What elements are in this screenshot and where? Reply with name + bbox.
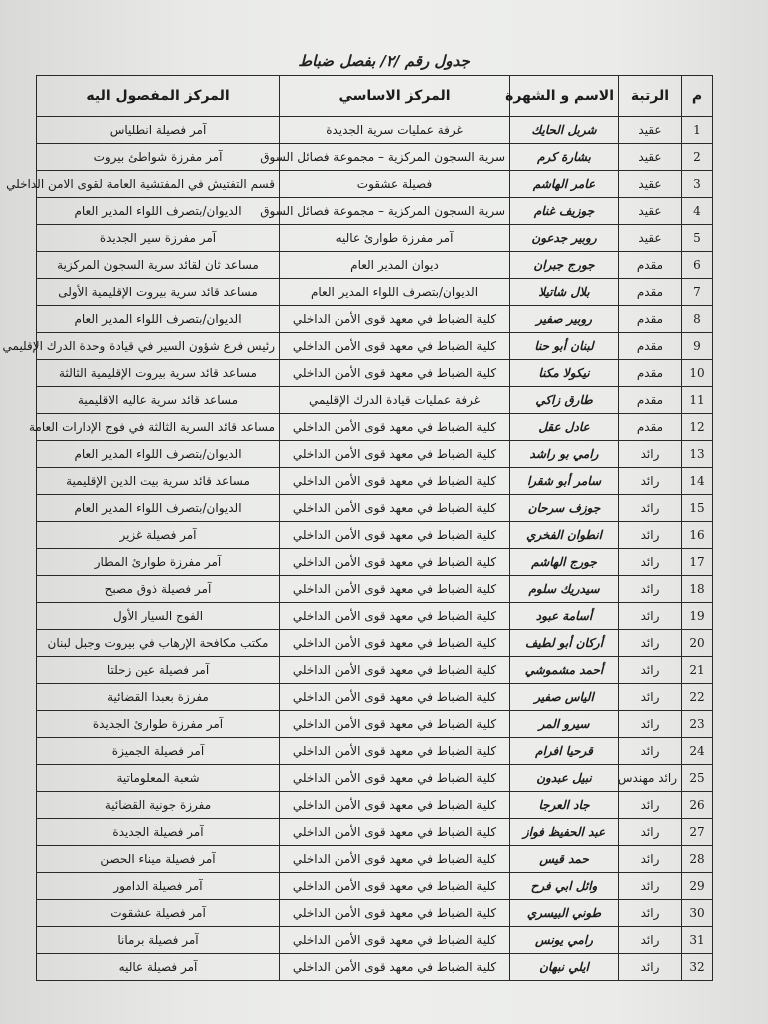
cell-num: 26 <box>682 792 713 819</box>
header-rank: الرتبة <box>619 76 682 117</box>
cell-name: لبنان أبو حنا <box>510 333 619 360</box>
cell-destination: آمر مفرزة طوارئ الجديدة <box>37 711 280 738</box>
table-row <box>37 927 713 954</box>
table-row <box>37 117 713 144</box>
cell-destination: آمر فصيلة عين زحلتا <box>37 657 280 684</box>
cell-name: طارق زاكي <box>510 387 619 414</box>
cell-num: 31 <box>682 927 713 954</box>
cell-rank: رائد <box>619 927 682 954</box>
cell-origin: كلية الضباط في معهد قوى الأمن الداخلي <box>280 306 510 333</box>
cell-rank: رائد <box>619 873 682 900</box>
cell-name: الياس صفير <box>510 684 619 711</box>
cell-destination: الديوان/بتصرف اللواء المدير العام <box>37 495 280 522</box>
cell-name: روبير جدعون <box>510 225 619 252</box>
table-row <box>37 549 713 576</box>
cell-destination: الفوج السيار الأول <box>37 603 280 630</box>
table-row <box>37 441 713 468</box>
cell-destination: مساعد قائد سرية بيروت الإقليمية الأولى <box>37 279 280 306</box>
table-row <box>37 495 713 522</box>
cell-rank: رائد <box>619 576 682 603</box>
cell-name: جاد العرجا <box>510 792 619 819</box>
cell-origin: ديوان المدير العام <box>280 252 510 279</box>
cell-rank: مقدم <box>619 252 682 279</box>
cell-destination: مساعد قائد سرية عاليه الاقليمية <box>37 387 280 414</box>
cell-destination: آمر فصيلة غزير <box>37 522 280 549</box>
cell-destination: آمر فصيلة الدامور <box>37 873 280 900</box>
cell-origin: غرفة عمليات سرية الجديدة <box>280 117 510 144</box>
cell-rank: مقدم <box>619 279 682 306</box>
cell-origin: آمر مفرزة طوارئ عاليه <box>280 225 510 252</box>
cell-destination: آمر مفرزة شواطئ بيروت <box>37 144 280 171</box>
cell-num: 32 <box>682 954 713 981</box>
cell-origin: سرية السجون المركزية – مجموعة فصائل السوق <box>280 144 510 171</box>
cell-origin: كلية الضباط في معهد قوى الأمن الداخلي <box>280 657 510 684</box>
cell-destination: مساعد قائد سرية بيروت الإقليمية الثالثة <box>37 360 280 387</box>
table-row <box>37 279 713 306</box>
cell-name: رامي بو راشد <box>510 441 619 468</box>
cell-num: 28 <box>682 846 713 873</box>
cell-num: 25 <box>682 765 713 792</box>
cell-name: نبيل عبدون <box>510 765 619 792</box>
table-row <box>37 333 713 360</box>
table-row <box>37 792 713 819</box>
cell-origin: كلية الضباط في معهد قوى الأمن الداخلي <box>280 603 510 630</box>
document-title: جدول رقم /٢/ بفصل ضباط <box>298 52 470 70</box>
table-row <box>37 738 713 765</box>
cell-origin: الديوان/بتصرف اللواء المدير العام <box>280 279 510 306</box>
cell-rank: رائد مهندس <box>619 765 682 792</box>
cell-num: 12 <box>682 414 713 441</box>
cell-name: حمد قيس <box>510 846 619 873</box>
cell-num: 9 <box>682 333 713 360</box>
cell-rank: رائد <box>619 900 682 927</box>
cell-num: 24 <box>682 738 713 765</box>
cell-destination: شعبة المعلوماتية <box>37 765 280 792</box>
cell-num: 1 <box>682 117 713 144</box>
header-destination: المركز المفصول اليه <box>37 76 280 117</box>
cell-origin: كلية الضباط في معهد قوى الأمن الداخلي <box>280 792 510 819</box>
cell-name: قرحيا افرام <box>510 738 619 765</box>
cell-origin: كلية الضباط في معهد قوى الأمن الداخلي <box>280 441 510 468</box>
cell-rank: مقدم <box>619 360 682 387</box>
cell-name: جورج جبران <box>510 252 619 279</box>
cell-rank: رائد <box>619 549 682 576</box>
cell-num: 19 <box>682 603 713 630</box>
cell-num: 30 <box>682 900 713 927</box>
cell-destination: مفرزة جونية القضائية <box>37 792 280 819</box>
cell-name: عامر الهاشم <box>510 171 619 198</box>
cell-num: 8 <box>682 306 713 333</box>
cell-num: 29 <box>682 873 713 900</box>
cell-rank: عقيد <box>619 144 682 171</box>
cell-rank: رائد <box>619 495 682 522</box>
cell-num: 22 <box>682 684 713 711</box>
cell-rank: رائد <box>619 819 682 846</box>
cell-destination: مفرزة بعبدا القضائية <box>37 684 280 711</box>
cell-destination: آمر فصيلة انطلياس <box>37 117 280 144</box>
cell-destination: الديوان/بتصرف اللواء المدير العام <box>37 441 280 468</box>
cell-rank: رائد <box>619 441 682 468</box>
cell-origin: كلية الضباط في معهد قوى الأمن الداخلي <box>280 414 510 441</box>
cell-name: سامر أبو شقرا <box>510 468 619 495</box>
table-row <box>37 684 713 711</box>
cell-rank: رائد <box>619 603 682 630</box>
cell-rank: عقيد <box>619 117 682 144</box>
cell-rank: رائد <box>619 738 682 765</box>
cell-num: 27 <box>682 819 713 846</box>
cell-name: أسامة عبود <box>510 603 619 630</box>
cell-destination: آمر فصيلة ميناء الحصن <box>37 846 280 873</box>
cell-rank: مقدم <box>619 414 682 441</box>
cell-destination: مكتب مكافحة الإرهاب في بيروت وجبل لبنان <box>37 630 280 657</box>
table-row <box>37 954 713 981</box>
cell-origin: كلية الضباط في معهد قوى الأمن الداخلي <box>280 549 510 576</box>
cell-name: أحمد مشموشي <box>510 657 619 684</box>
cell-num: 7 <box>682 279 713 306</box>
cell-rank: رائد <box>619 684 682 711</box>
cell-origin: كلية الضباط في معهد قوى الأمن الداخلي <box>280 819 510 846</box>
table-row <box>37 630 713 657</box>
table-row <box>37 387 713 414</box>
cell-destination: الديوان/بتصرف اللواء المدير العام <box>37 306 280 333</box>
cell-rank: مقدم <box>619 387 682 414</box>
cell-destination: آمر فصيلة عشقوت <box>37 900 280 927</box>
table-row <box>37 468 713 495</box>
table-row <box>37 846 713 873</box>
cell-num: 6 <box>682 252 713 279</box>
table-row <box>37 198 713 225</box>
cell-origin: كلية الضباط في معهد قوى الأمن الداخلي <box>280 711 510 738</box>
cell-rank: رائد <box>619 792 682 819</box>
table-body <box>2 117 713 981</box>
cell-destination: آمر فصيلة الجميزة <box>37 738 280 765</box>
cell-name: ايلي نبهان <box>510 954 619 981</box>
cell-origin: سرية السجون المركزية – مجموعة فصائل السوق <box>280 198 510 225</box>
cell-origin: كلية الضباط في معهد قوى الأمن الداخلي <box>280 900 510 927</box>
cell-name: عادل عقل <box>510 414 619 441</box>
cell-num: 10 <box>682 360 713 387</box>
table-row <box>37 360 713 387</box>
cell-rank: رائد <box>619 846 682 873</box>
table-row <box>37 414 713 441</box>
cell-origin: كلية الضباط في معهد قوى الأمن الداخلي <box>280 846 510 873</box>
table-row <box>37 711 713 738</box>
cell-rank: عقيد <box>619 225 682 252</box>
cell-num: 17 <box>682 549 713 576</box>
header-origin: المركز الاساسي <box>280 76 510 117</box>
cell-rank: عقيد <box>619 171 682 198</box>
header-name: الاسم و الشهرة <box>510 76 619 117</box>
cell-rank: مقدم <box>619 306 682 333</box>
cell-origin: فصيلة عشقوت <box>280 171 510 198</box>
cell-name: سيرو المر <box>510 711 619 738</box>
header-num: م <box>682 76 713 117</box>
cell-num: 13 <box>682 441 713 468</box>
cell-name: بلال شاتيلا <box>510 279 619 306</box>
cell-origin: كلية الضباط في معهد قوى الأمن الداخلي <box>280 684 510 711</box>
cell-num: 3 <box>682 171 713 198</box>
cell-destination: مساعد ثان لقائد سرية السجون المركزية <box>37 252 280 279</box>
cell-origin: كلية الضباط في معهد قوى الأمن الداخلي <box>280 468 510 495</box>
cell-destination: قسم التفتيش في المفتشية العامة لقوى الامن الداخلي <box>37 171 280 198</box>
cell-rank: رائد <box>619 711 682 738</box>
table-row <box>37 144 713 171</box>
cell-name: جورج الهاشم <box>510 549 619 576</box>
cell-destination: مساعد قائد سرية بيت الدين الإقليمية <box>37 468 280 495</box>
table-row <box>37 225 713 252</box>
cell-origin: كلية الضباط في معهد قوى الأمن الداخلي <box>280 738 510 765</box>
cell-name: عبد الحفيظ فواز <box>510 819 619 846</box>
cell-origin: كلية الضباط في معهد قوى الأمن الداخلي <box>280 360 510 387</box>
cell-name: نيكولا مكنا <box>510 360 619 387</box>
cell-rank: رائد <box>619 630 682 657</box>
cell-num: 14 <box>682 468 713 495</box>
cell-origin: كلية الضباط في معهد قوى الأمن الداخلي <box>280 576 510 603</box>
table-row <box>37 900 713 927</box>
cell-destination: رئيس فرع شؤون السير في قيادة وحدة الدرك الإقليمي <box>37 333 280 360</box>
table-row <box>37 252 713 279</box>
cell-num: 21 <box>682 657 713 684</box>
cell-destination: مساعد قائد السرية الثالثة في فوج الإدارات العامة <box>37 414 280 441</box>
cell-origin: كلية الضباط في معهد قوى الأمن الداخلي <box>280 954 510 981</box>
cell-rank: مقدم <box>619 333 682 360</box>
table-row <box>37 576 713 603</box>
cell-destination: آمر مفرزة سير الجديدة <box>37 225 280 252</box>
cell-name: طوني البيسري <box>510 900 619 927</box>
table-row <box>37 603 713 630</box>
cell-name: وائل ابي فرح <box>510 873 619 900</box>
cell-destination: آمر فصيلة برمانا <box>37 927 280 954</box>
cell-num: 4 <box>682 198 713 225</box>
cell-name: أركان أبو لطيف <box>510 630 619 657</box>
cell-name: شربل الحايك <box>510 117 619 144</box>
cell-origin: غرفة عمليات قيادة الدرك الإقليمي <box>280 387 510 414</box>
cell-name: سيدريك سلوم <box>510 576 619 603</box>
table-row <box>37 522 713 549</box>
cell-destination: آمر مفرزة طوارئ المطار <box>37 549 280 576</box>
cell-num: 20 <box>682 630 713 657</box>
cell-name: جوزيف غنام <box>510 198 619 225</box>
cell-name: انطوان الفخري <box>510 522 619 549</box>
cell-rank: رائد <box>619 657 682 684</box>
cell-origin: كلية الضباط في معهد قوى الأمن الداخلي <box>280 333 510 360</box>
table-header-row <box>37 76 713 117</box>
cell-num: 16 <box>682 522 713 549</box>
cell-origin: كلية الضباط في معهد قوى الأمن الداخلي <box>280 873 510 900</box>
cell-num: 2 <box>682 144 713 171</box>
cell-num: 5 <box>682 225 713 252</box>
cell-num: 15 <box>682 495 713 522</box>
cell-rank: رائد <box>619 468 682 495</box>
cell-name: رامي يونس <box>510 927 619 954</box>
table-row <box>37 657 713 684</box>
cell-rank: عقيد <box>619 198 682 225</box>
cell-origin: كلية الضباط في معهد قوى الأمن الداخلي <box>280 522 510 549</box>
cell-num: 23 <box>682 711 713 738</box>
cell-destination: آمر فصيلة ذوق مصبح <box>37 576 280 603</box>
cell-rank: رائد <box>619 954 682 981</box>
cell-origin: كلية الضباط في معهد قوى الأمن الداخلي <box>280 495 510 522</box>
officers-table <box>2 75 713 981</box>
cell-name: جوزف سرحان <box>510 495 619 522</box>
cell-num: 18 <box>682 576 713 603</box>
cell-origin: كلية الضباط في معهد قوى الأمن الداخلي <box>280 765 510 792</box>
cell-origin: كلية الضباط في معهد قوى الأمن الداخلي <box>280 630 510 657</box>
table-row <box>37 171 713 198</box>
table-row <box>37 765 713 792</box>
table-row <box>37 873 713 900</box>
table-row <box>37 819 713 846</box>
table-row <box>37 306 713 333</box>
cell-name: بشارة كرم <box>510 144 619 171</box>
cell-destination: آمر فصيلة عاليه <box>37 954 280 981</box>
cell-rank: رائد <box>619 522 682 549</box>
cell-destination: الديوان/بتصرف اللواء المدير العام <box>37 198 280 225</box>
cell-destination: آمر فصيلة الجديدة <box>37 819 280 846</box>
cell-origin: كلية الضباط في معهد قوى الأمن الداخلي <box>280 927 510 954</box>
cell-num: 11 <box>682 387 713 414</box>
cell-name: روبير صفير <box>510 306 619 333</box>
